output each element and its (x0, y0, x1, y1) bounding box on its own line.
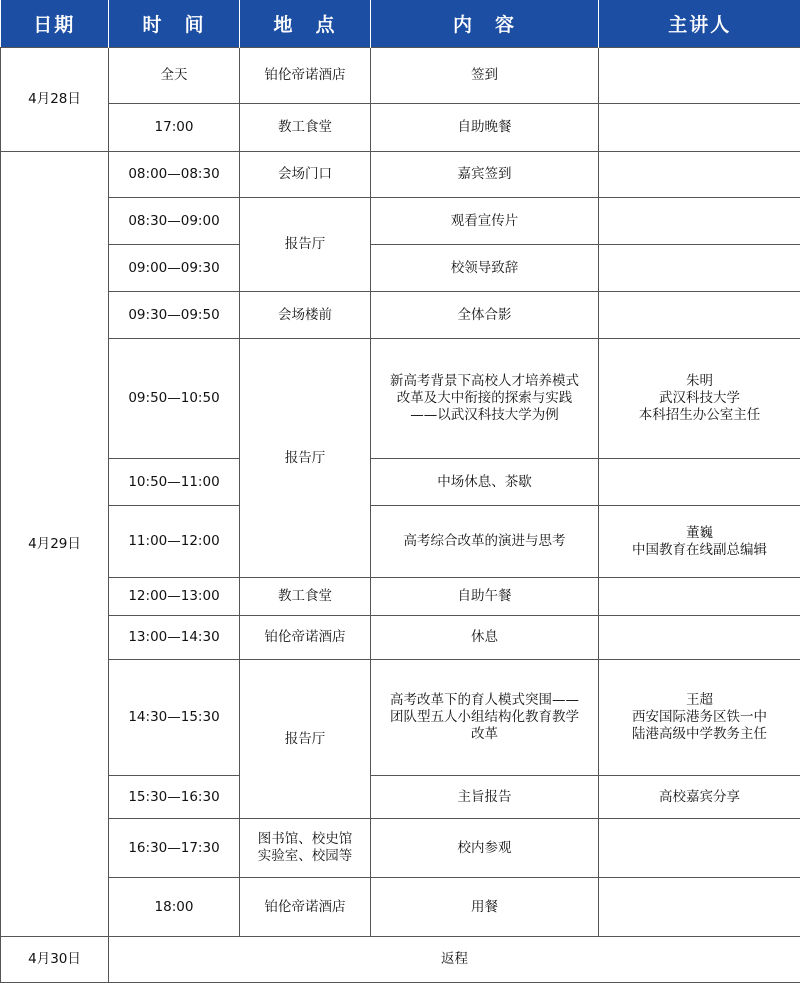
speaker-cell (599, 245, 800, 292)
header-time: 时 间 (109, 0, 240, 48)
header-content: 内 容 (371, 0, 599, 48)
table-row (1, 819, 800, 878)
content-cell: 嘉宾签到 (371, 152, 599, 198)
speaker-cell: 朱明 武汉科技大学 本科招生办公室主任 (599, 339, 800, 459)
place-cell: 铂伦帝诺酒店 (240, 616, 371, 660)
place-cell: 报告厅 (240, 660, 371, 819)
table-row (1, 152, 800, 198)
content-cell: 主旨报告 (371, 776, 599, 819)
place-cell: 报告厅 (240, 198, 371, 292)
table-row (1, 339, 800, 459)
time-cell: 09:30—09:50 (109, 292, 240, 339)
table-row (1, 198, 800, 245)
speaker-cell (599, 198, 800, 245)
time-cell: 08:00—08:30 (109, 152, 240, 198)
header-date: 日期 (1, 0, 109, 48)
speaker-cell (599, 48, 800, 104)
speaker-cell: 董巍 中国教育在线副总编辑 (599, 506, 800, 578)
time-cell: 12:00—13:00 (109, 578, 240, 616)
content-cell: 用餐 (371, 878, 599, 937)
place-cell: 会场门口 (240, 152, 371, 198)
place-cell: 图书馆、校史馆 实验室、校园等 (240, 819, 371, 878)
time-cell: 16:30—17:30 (109, 819, 240, 878)
content-cell: 全体合影 (371, 292, 599, 339)
header-speaker: 主讲人 (599, 0, 800, 48)
time-cell: 11:00—12:00 (109, 506, 240, 578)
table-row (1, 459, 800, 506)
speaker-cell (599, 578, 800, 616)
table-row (1, 616, 800, 660)
date-cell: 4月29日 (1, 152, 109, 937)
speaker-cell: 王超 西安国际港务区铁一中 陆港高级中学教务主任 (599, 660, 800, 776)
speaker-cell (599, 152, 800, 198)
place-cell: 铂伦帝诺酒店 (240, 48, 371, 104)
table-row (1, 578, 800, 616)
content-cell: 高考综合改革的演进与思考 (371, 506, 599, 578)
time-cell: 全天 (109, 48, 240, 104)
table-row (1, 660, 800, 776)
header-place: 地 点 (240, 0, 371, 48)
speaker-cell (599, 819, 800, 878)
speaker-cell (599, 616, 800, 660)
content-cell: 新高考背景下高校人才培养模式 改革及大中衔接的探索与实践 ——以武汉科技大学为例 (371, 339, 599, 459)
place-cell: 教工食堂 (240, 104, 371, 152)
content-cell: 观看宣传片 (371, 198, 599, 245)
speaker-cell (599, 292, 800, 339)
time-cell: 15:30—16:30 (109, 776, 240, 819)
time-cell: 08:30—09:00 (109, 198, 240, 245)
place-cell: 会场楼前 (240, 292, 371, 339)
table-row (1, 776, 800, 819)
content-cell: 校内参观 (371, 819, 599, 878)
content-cell: 签到 (371, 48, 599, 104)
time-cell: 10:50—11:00 (109, 459, 240, 506)
speaker-cell: 高校嘉宾分享 (599, 776, 800, 819)
content-cell: 休息 (371, 616, 599, 660)
table-row (1, 292, 800, 339)
time-cell: 18:00 (109, 878, 240, 937)
table-row (1, 506, 800, 578)
place-cell: 铂伦帝诺酒店 (240, 878, 371, 937)
time-cell: 13:00—14:30 (109, 616, 240, 660)
time-cell: 09:00—09:30 (109, 245, 240, 292)
table-row (1, 937, 800, 983)
time-cell: 17:00 (109, 104, 240, 152)
place-cell: 教工食堂 (240, 578, 371, 616)
content-cell: 中场休息、茶歇 (371, 459, 599, 506)
speaker-cell (599, 104, 800, 152)
content-cell: 自助晚餐 (371, 104, 599, 152)
table-row (1, 878, 800, 937)
date-cell: 4月28日 (1, 48, 109, 152)
table-row (1, 48, 800, 104)
table-row (1, 245, 800, 292)
header-row (1, 0, 800, 48)
content-cell: 自助午餐 (371, 578, 599, 616)
table-row (1, 104, 800, 152)
content-cell: 高考改革下的育人模式突围—— 团队型五人小组结构化教育教学 改革 (371, 660, 599, 776)
time-cell: 14:30—15:30 (109, 660, 240, 776)
date-cell: 4月30日 (1, 937, 109, 983)
content-cell: 返程 (109, 937, 800, 983)
time-cell: 09:50—10:50 (109, 339, 240, 459)
content-cell: 校领导致辞 (371, 245, 599, 292)
speaker-cell (599, 459, 800, 506)
speaker-cell (599, 878, 800, 937)
place-cell: 报告厅 (240, 339, 371, 578)
